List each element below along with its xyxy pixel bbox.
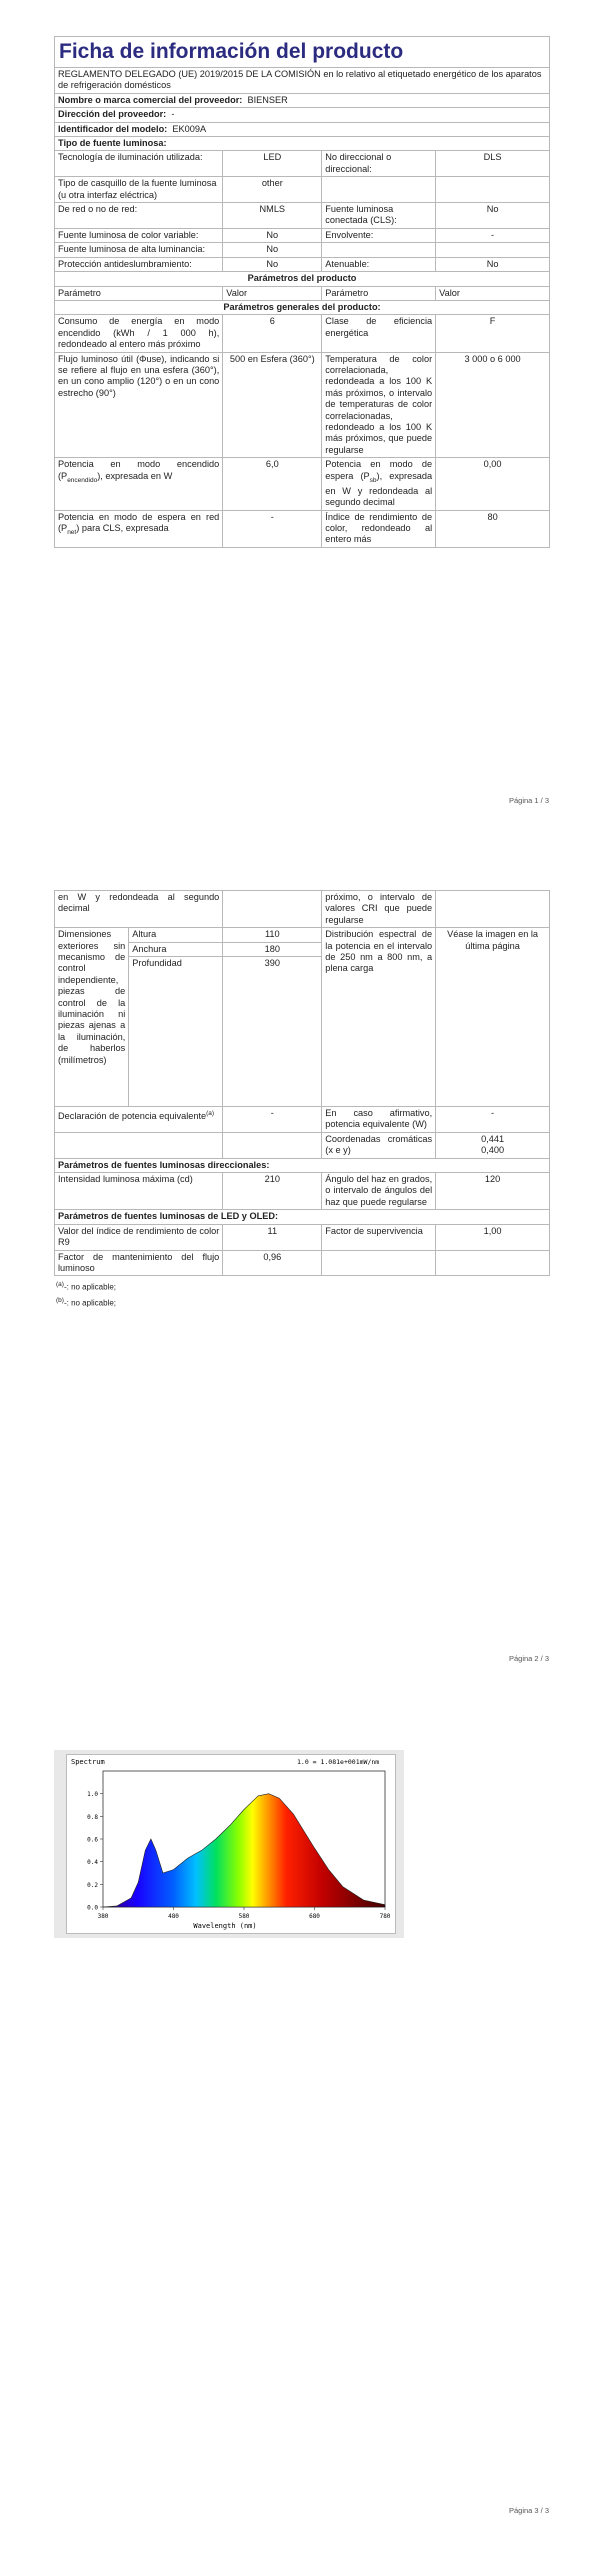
r9-label: Valor del índice de rendimiento de color R9 [55, 1224, 223, 1250]
tech-label: Tecnología de iluminación utilizada: [55, 151, 223, 177]
x-tick-label: 780 [379, 1913, 391, 1920]
dir-heading: Parámetros de fuentes luminosas direccionales: [55, 1158, 550, 1172]
tunable-value: No [223, 228, 322, 242]
x-tick-label: 580 [238, 1913, 250, 1920]
plot-area [87, 1771, 391, 1920]
beam-value: 120 [436, 1173, 550, 1210]
general-heading: Parámetros generales del producto: [55, 300, 550, 314]
cct-value: 3 000 o 6 000 [436, 352, 550, 458]
col-param-1: Parámetro [55, 286, 223, 300]
source-type-heading: Tipo de fuente luminosa: [55, 137, 550, 151]
footnote-a: $^{(a)}$-: no aplicable; [56, 1281, 116, 1292]
page-number-1: Página 1 / 3 [508, 796, 549, 805]
address-row [55, 108, 550, 122]
flux-label: Flujo luminoso útil (Φuse), indicando si se refiere al flujo en una esfera (360°), en un cono amplio (120°) o en un cono estrecho (90°) [55, 352, 223, 458]
cap-cell [55, 177, 223, 203]
equiv-yes-label: En caso afirmativo, potencia equivalente (W) [322, 1107, 436, 1133]
col-param-2: Parámetro [322, 286, 436, 300]
y-tick-label: 0.6 [87, 1836, 98, 1844]
page-2 [0, 880, 603, 1670]
pnet-label-cont: en W y redondeada al segundo decimal [55, 891, 223, 928]
spectrum-image [54, 1750, 404, 1938]
cls-value: No [436, 203, 550, 229]
params-heading: Parámetros del producto [55, 272, 550, 286]
address-label: Dirección del proveedor: [58, 109, 167, 120]
chroma-value [436, 1132, 550, 1158]
supplier-label: Nombre o marca comercial del proveedor: [58, 94, 243, 105]
eclass-value: F [436, 315, 550, 352]
mains-label: De red o no de red: [55, 203, 223, 229]
hlls-value: No [223, 243, 322, 257]
model-label: Identificador del modelo: [58, 123, 168, 134]
model-row [55, 122, 550, 136]
surv-value: 1,00 [436, 1224, 550, 1250]
tunable-label: Fuente luminosa de color variable: [55, 228, 223, 242]
spectrum-legend: 1.0 = 1.081e+001mW/nm [297, 1758, 380, 1766]
x-tick-label: 380 [97, 1913, 109, 1920]
psb-label: Potencia en modo de espera $(P_{sb})$, expresada en W y redondeada al segundo decimal [322, 458, 436, 510]
supplier-row [55, 93, 550, 107]
psb-value: 0,00 [436, 458, 550, 510]
flux-value: 500 en Esfera (360°) [223, 352, 322, 458]
footnotes [54, 1278, 550, 1309]
cri-label-cont: próximo, o intervalo de valores CRI que puede regularse [322, 891, 436, 928]
chroma-label: Coordenadas cromáticas (x e y) [322, 1132, 436, 1158]
x-tick-label: 680 [309, 1913, 320, 1920]
footnote-b: $^{(b)}$-: no aplicable; [56, 1296, 116, 1308]
pnet-value: - [223, 510, 322, 547]
address-value: - [171, 109, 175, 120]
spectrum-chart-frame [66, 1754, 396, 1934]
chroma-y: 0,400 [481, 1145, 505, 1156]
product-info-table [54, 67, 550, 548]
cct-label: Temperatura de color correlacionada, redondeada a los 100 K más próximos, o intervalo de temperaturas de color correlacionadas, redondeado a los 100 K más próximos, que puede regularse [322, 352, 436, 458]
glare-label: Protección antideslumbramiento: [55, 257, 223, 271]
product-info-table-continued [54, 890, 550, 1276]
peak-value: 210 [223, 1173, 322, 1210]
nondir-label: No direccional o direccional: [322, 151, 436, 177]
page-number-3: Página 3 / 3 [508, 2506, 549, 2515]
energy-value: 6 [223, 315, 322, 352]
maint-label: Factor de mantenimiento del flujo luminoso [55, 1250, 223, 1276]
equiv-value: - [223, 1107, 322, 1133]
cri-value: 80 [436, 510, 550, 547]
glare-value: No [223, 257, 322, 271]
energy-label: Consumo de energía en modo encendido (kWh / 1 000 h), redondeado al entero más próximo [55, 315, 223, 352]
nondir-value: DLS [436, 151, 550, 177]
col-value-2: Valor [436, 286, 550, 300]
dims-label: Dimensiones exteriores sin mecanismo de control independiente, piezas de control de la iluminación ni piezas ajenas a la iluminación, de haberlos (milímetros) [55, 928, 129, 1107]
envelope-value: - [436, 228, 550, 242]
y-tick-label: 1.0 [87, 1791, 98, 1799]
spectrum-xlabel: Wavelength (nm) [193, 1922, 257, 1930]
hlls-label: Fuente luminosa de alta luminancia: [55, 243, 223, 257]
surv-label: Factor de supervivencia [322, 1224, 436, 1250]
cap-label: Tipo de casquillo de la fuente luminosa [58, 178, 217, 189]
cri-label: Índice de rendimiento de color, redondeado al entero más [322, 510, 436, 547]
height-value: 110 [223, 928, 322, 942]
page-title: Ficha de información del producto [54, 36, 550, 67]
equiv-label: Declaración de potencia equivalente$^{(a)}$ [55, 1107, 223, 1133]
width-label: Anchura [129, 942, 223, 956]
pnet-label: Potencia en modo de espera en red $(P_{net})$ para CLS, expresada [55, 510, 223, 547]
spd-value: Véase la imagen en la última página [436, 928, 550, 1107]
cap-label-2: (u otra interfaz eléctrica) [58, 189, 158, 200]
tech-value: LED [223, 151, 322, 177]
supplier-value: BIENSER [247, 94, 288, 105]
page-number-2: Página 2 / 3 [508, 1654, 549, 1663]
col-value-1: Valor [223, 286, 322, 300]
chroma-x: 0,441 [481, 1133, 505, 1144]
width-value: 180 [223, 942, 322, 956]
y-tick-label: 0.4 [87, 1859, 98, 1867]
x-tick-label: 480 [168, 1913, 179, 1920]
peak-label: Intensidad luminosa máxima (cd) [55, 1173, 223, 1210]
dimmable-label: Atenuable: [322, 257, 436, 271]
led-heading: Parámetros de fuentes luminosas de LED y OLED: [55, 1210, 550, 1224]
pon-value: 6,0 [223, 458, 322, 510]
dimmable-value: No [436, 257, 550, 271]
beam-label: Ángulo del haz en grados, o intervalo de ángulos del haz que puede regularse [322, 1173, 436, 1210]
height-label: Altura [129, 928, 223, 942]
spectrum-ylabel: Spectrum [71, 1758, 105, 1766]
pon-label: Potencia en modo encendido $(P_{encendido})$, expresada en W [55, 458, 223, 510]
cls-label: Fuente luminosa conectada (CLS): [322, 203, 436, 229]
cap-value: other [223, 177, 322, 203]
regulation-text: REGLAMENTO DELEGADO (UE) 2019/2015 DE LA COMISIÓN en lo relativo al etiquetado energético de los aparatos de refrigeración domésticos [55, 68, 550, 94]
envelope-label: Envolvente: [322, 228, 436, 242]
r9-value: 11 [223, 1224, 322, 1250]
y-tick-label: 0.0 [87, 1904, 98, 1912]
page-1 [0, 0, 603, 810]
depth-label: Profundidad [129, 957, 223, 1107]
y-tick-label: 0.2 [87, 1881, 98, 1889]
spd-label: Distribución espectral de la potencia en el intervalo de 250 nm a 800 nm, a plena carga [322, 928, 436, 1107]
equiv-yes-value: - [436, 1107, 550, 1133]
model-value: EK009A [172, 123, 207, 134]
depth-value: 390 [223, 957, 322, 1107]
mains-value: NMLS [223, 203, 322, 229]
y-tick-label: 0.8 [87, 1813, 98, 1821]
eclass-label: Clase de eficiencia energética [322, 315, 436, 352]
maint-value: 0,96 [223, 1250, 322, 1276]
spectrum-chart [67, 1755, 395, 1933]
